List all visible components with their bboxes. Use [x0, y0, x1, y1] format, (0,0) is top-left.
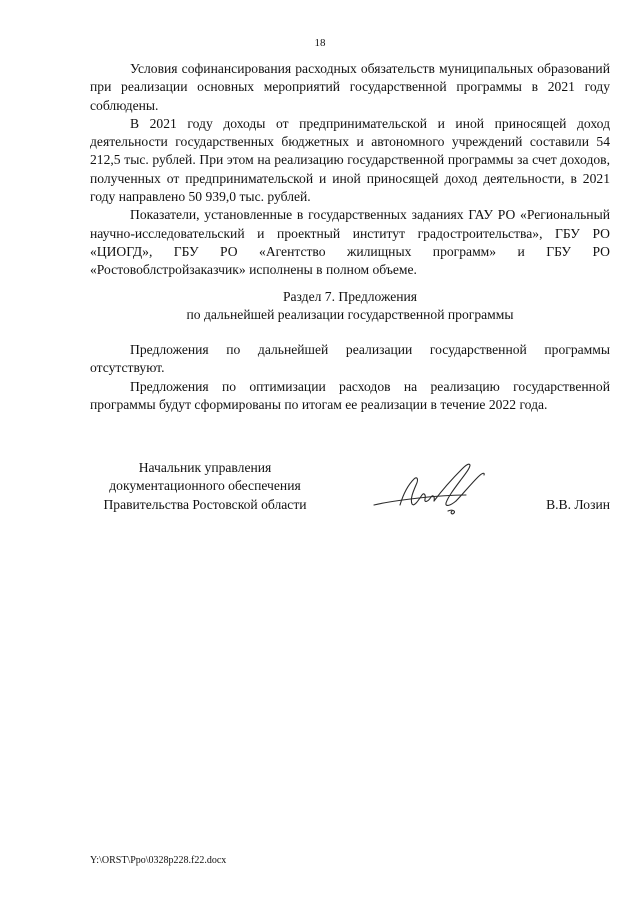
paragraph-proposals-absent: Предложения по дальнейшей реализации государственной программы отсутствуют. [90, 342, 610, 376]
paragraph-cofinancing: Условия софинансирования расходных обязательств муниципальных образований при реализации основных мероприятий государственной программы в 2021 году соблюдены. [90, 61, 610, 113]
paragraph-indicators: Показатели, установленные в государственных заданиях ГАУ РО «Региональный научно-исследовательский и проектный институт градостроительства», ГБУ РО «ЦИОГД», ГБУ РО «Агентство жилищных программ» и ГБУ РО «Ростовоблстройзаказчик» исполнены в полном объеме. [90, 207, 610, 278]
signatory-title [90, 459, 320, 514]
paragraph-optimization: Предложения по оптимизации расходов на реализацию государственной программы будут сформированы по итогам ее реализации в течение 2022 года. [90, 378, 610, 412]
signatory-name: В.В. Лозин [546, 496, 610, 512]
signatory-title-line: Правительства Ростовской области [103, 496, 307, 512]
signature-block [90, 459, 610, 529]
body-text [90, 60, 610, 280]
signatory-title-line: Начальник управления [138, 460, 272, 475]
signatory-title-line: документационного обеспечения [109, 478, 301, 494]
proposals-text [90, 341, 610, 414]
section-title: Раздел 7. Предложения [282, 289, 418, 304]
paragraph-income: В 2021 году доходы от предпринимательской и иной приносящей доход деятельности государственных бюджетных и автономного учреждений составили 54 212,5 тыс. рублей. При этом на реализацию государственной программы за счет доходов, полученных от предпринимательской и иной приносящей доход деятельности, в 2021 году направлено 50 939,0 тыс. рублей. [90, 115, 610, 205]
file-path: Y:\ORST\Ppo\0328p228.f22.docx [90, 855, 227, 866]
section-heading [90, 288, 610, 325]
section-subtitle: по дальнейшей реализации государственной программы [186, 307, 514, 323]
handwritten-signature [370, 455, 495, 525]
page-number: 18 [314, 37, 326, 49]
